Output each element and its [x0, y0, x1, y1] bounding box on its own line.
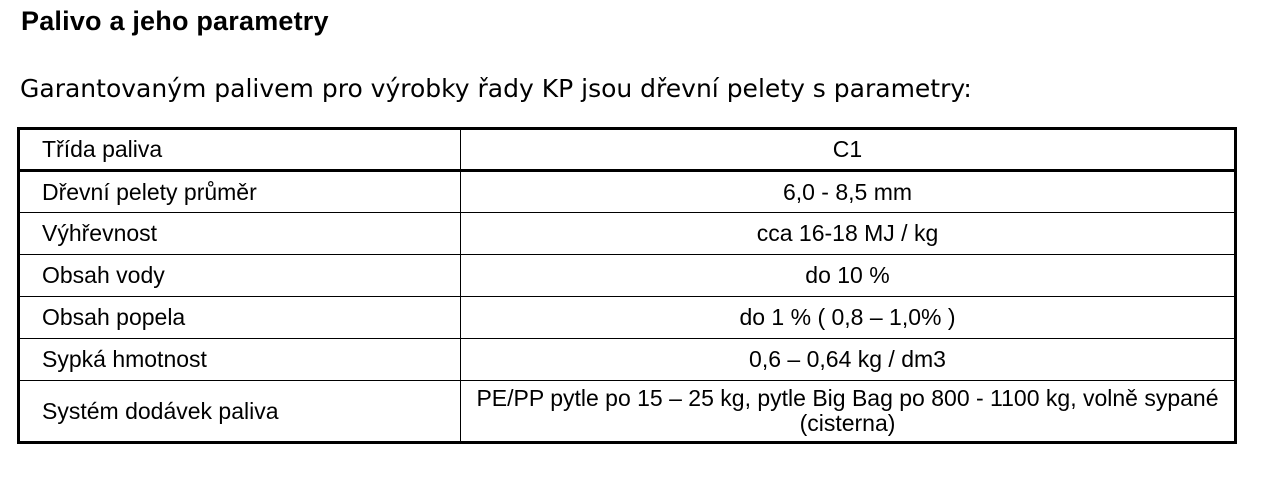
parameter-label: Obsah popela [19, 297, 461, 339]
intro-paragraph: Garantovaným palivem pro výrobky řady KP jsou dřevní pelety s parametry: [20, 74, 972, 103]
table-row [19, 171, 1236, 213]
parameter-value: cca 16-18 MJ / kg [461, 213, 1236, 255]
parameter-label: Výhřevnost [19, 213, 461, 255]
table-row [19, 339, 1236, 381]
table-row [19, 129, 1236, 171]
section-heading: Palivo a jeho parametry [21, 6, 329, 36]
parameter-label: Třída paliva [19, 129, 461, 171]
parameter-label: Sypká hmotnost [19, 339, 461, 381]
table-row [19, 213, 1236, 255]
parameter-value: C1 [461, 129, 1236, 171]
fuel-parameters-table [17, 127, 1237, 444]
parameter-label: Dřevní pelety průměr [19, 171, 461, 213]
table-row [19, 297, 1236, 339]
parameter-value: do 10 % [461, 255, 1236, 297]
table-row [19, 381, 1236, 443]
parameter-value: do 1 % ( 0,8 – 1,0% ) [461, 297, 1236, 339]
parameter-value: 0,6 – 0,64 kg / dm3 [461, 339, 1236, 381]
parameter-value: 6,0 - 8,5 mm [461, 171, 1236, 213]
parameter-label: Systém dodávek paliva [19, 381, 461, 443]
table-row [19, 255, 1236, 297]
parameter-label: Obsah vody [19, 255, 461, 297]
parameter-value: PE/PP pytle po 15 – 25 kg, pytle Big Bag po 800 - 1100 kg, volně sypané (cisterna) [461, 381, 1236, 443]
